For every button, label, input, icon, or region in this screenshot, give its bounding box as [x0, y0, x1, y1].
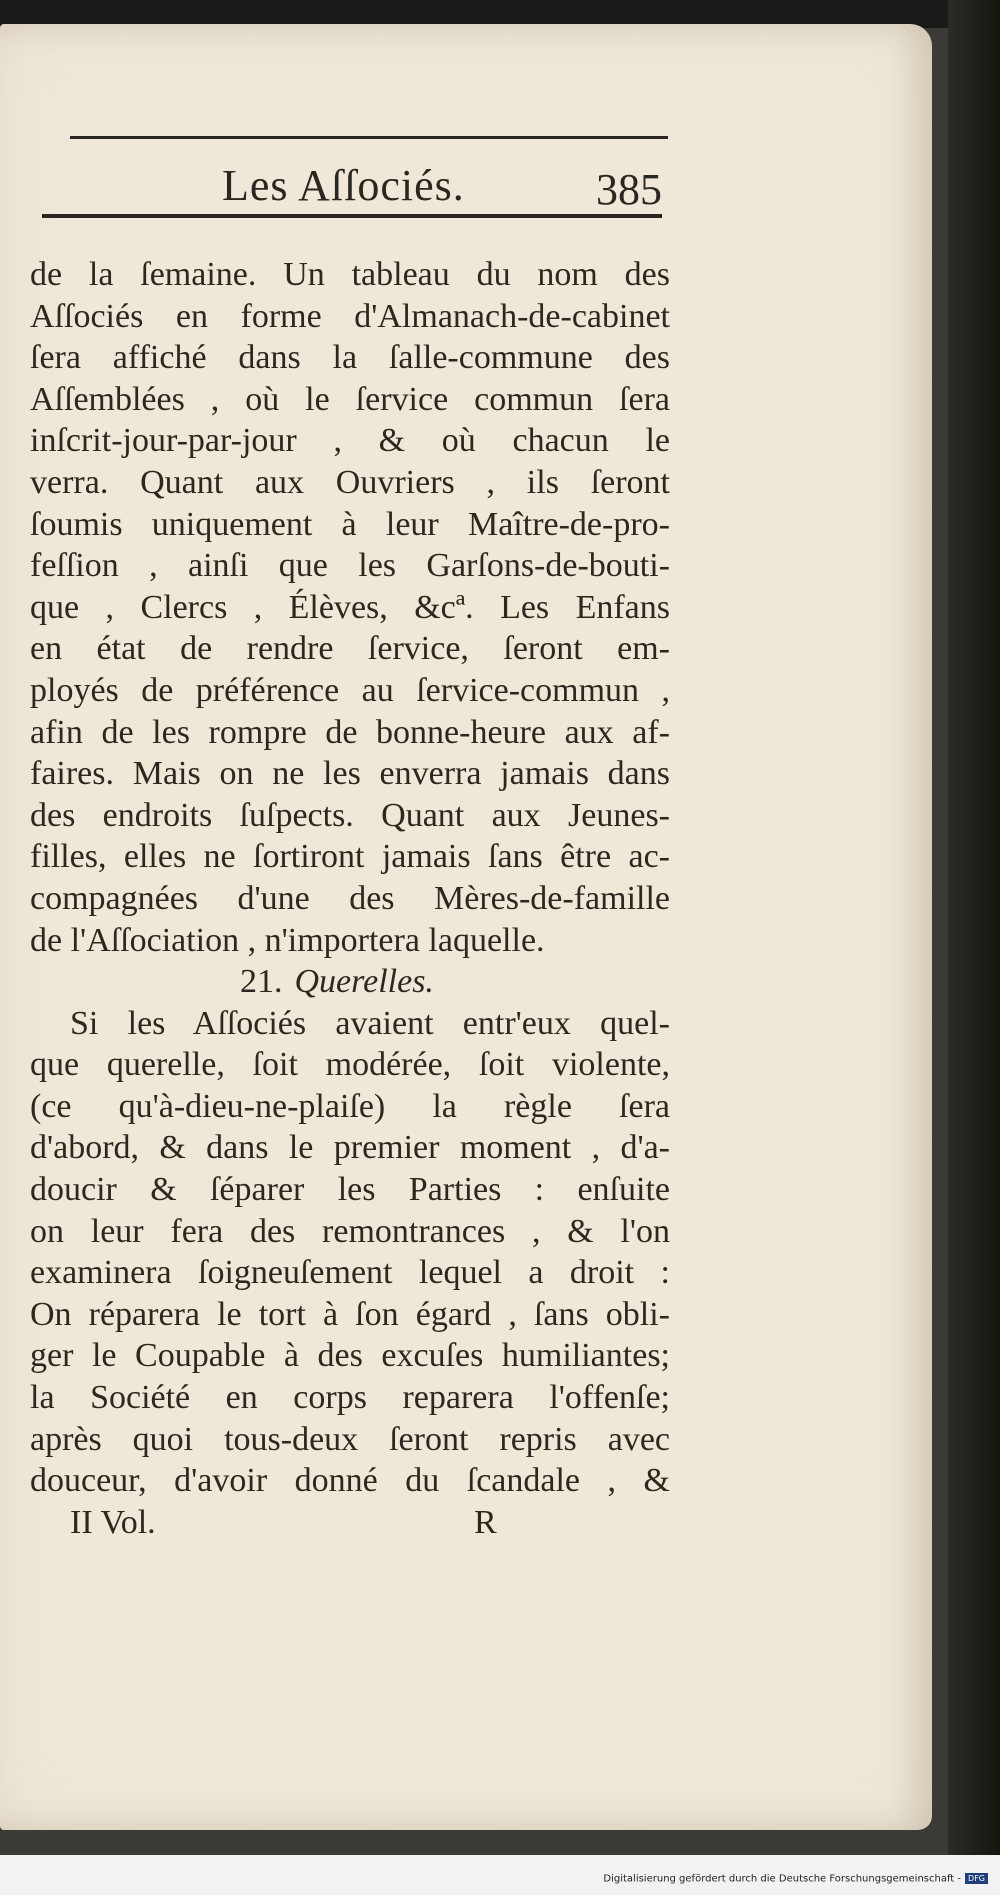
text-line: compagnées d'une des Mères-de-famille — [30, 879, 670, 917]
credit-text: Digitalisierung gefördert durch die Deutsche Forschungsgemeinschaft - — [603, 1873, 962, 1884]
text-line: feſſion , ainſi que les Garſons-de-bouti- — [30, 547, 670, 585]
book-page — [0, 24, 932, 1830]
text-line: faires. Mais on ne les enverra jamais dans — [30, 755, 670, 793]
text-line: ſoumis uniquement à leur Maître-de-pro- — [30, 505, 670, 543]
page-footer — [70, 1504, 630, 1554]
text-line: de la ſemaine. Un tableau du nom des — [30, 256, 670, 293]
section-heading — [30, 961, 670, 1003]
running-title: Les Aſſociés. — [222, 161, 465, 210]
text-line: que , Clercs , Élèves, &cª. Les Enfans — [30, 588, 670, 626]
header-rule-top — [70, 136, 668, 139]
dfg-logo: DFG — [965, 1873, 988, 1884]
text-line: de l'Aſſociation , n'importera laquelle. — [30, 921, 545, 959]
text-line: ſera affiché dans la ſalle-commune des — [30, 339, 670, 377]
text-line: ger le Coupable à des excuſes humiliantes; — [30, 1337, 670, 1375]
text-line: Aſſociés en forme d'Almanach-de-cabinet — [30, 297, 670, 335]
text-line: Aſſemblées , où le ſervice commun ſera — [30, 380, 670, 418]
credit-band — [0, 1855, 1000, 1895]
text-line: verra. Quant aux Ouvriers , ils ſeront — [30, 463, 670, 501]
scan-right-edge — [948, 0, 1000, 1895]
text-line: Si les Aſſociés avaient entr'eux quel- — [70, 1004, 670, 1042]
text-line: d'abord, & dans le premier moment , d'a- — [30, 1129, 670, 1167]
text-line: (ce qu'à-dieu-ne-plaiſe) la règle ſera — [30, 1087, 670, 1125]
text-line: après quoi tous-deux ſeront repris avec — [30, 1420, 670, 1458]
volume-label: II Vol. — [70, 1504, 156, 1541]
body-text — [30, 254, 670, 1502]
text-line: la Société en corps reparera l'offenſe; — [30, 1379, 670, 1417]
text-line: inſcrit-jour-par-jour , & où chacun le — [30, 422, 670, 460]
text-line: afin de les rompre de bonne-heure aux af- — [30, 713, 670, 751]
text-line: On réparera le tort à ſon égard , ſans obli- — [30, 1295, 670, 1333]
page-header — [42, 154, 682, 214]
signature-mark: R — [474, 1504, 497, 1541]
text-line: on leur fera des remontrances , & l'on — [30, 1212, 670, 1250]
text-line: des endroits ſuſpects. Quant aux Jeunes- — [30, 796, 670, 834]
header-rule-bottom — [42, 214, 662, 218]
text-line: douceur, d'avoir donné du ſcandale , & — [30, 1462, 670, 1500]
text-line: ployés de préférence au ſervice-commun , — [30, 671, 670, 709]
section-number: 21. — [240, 963, 283, 1001]
text-line: que querelle, ſoit modérée, ſoit violente, — [30, 1046, 670, 1084]
section-title: Querelles. — [294, 963, 434, 1001]
text-line: doucir & ſéparer les Parties : enſuite — [30, 1171, 670, 1209]
page-number: 385 — [596, 165, 662, 214]
text-line: en état de rendre ſervice, ſeront em- — [30, 630, 670, 668]
digitization-credit — [603, 1873, 988, 1885]
text-line: filles, elles ne ſortiront jamais ſans être ac- — [30, 838, 670, 876]
text-line: examinera ſoigneuſement lequel a droit : — [30, 1254, 670, 1292]
